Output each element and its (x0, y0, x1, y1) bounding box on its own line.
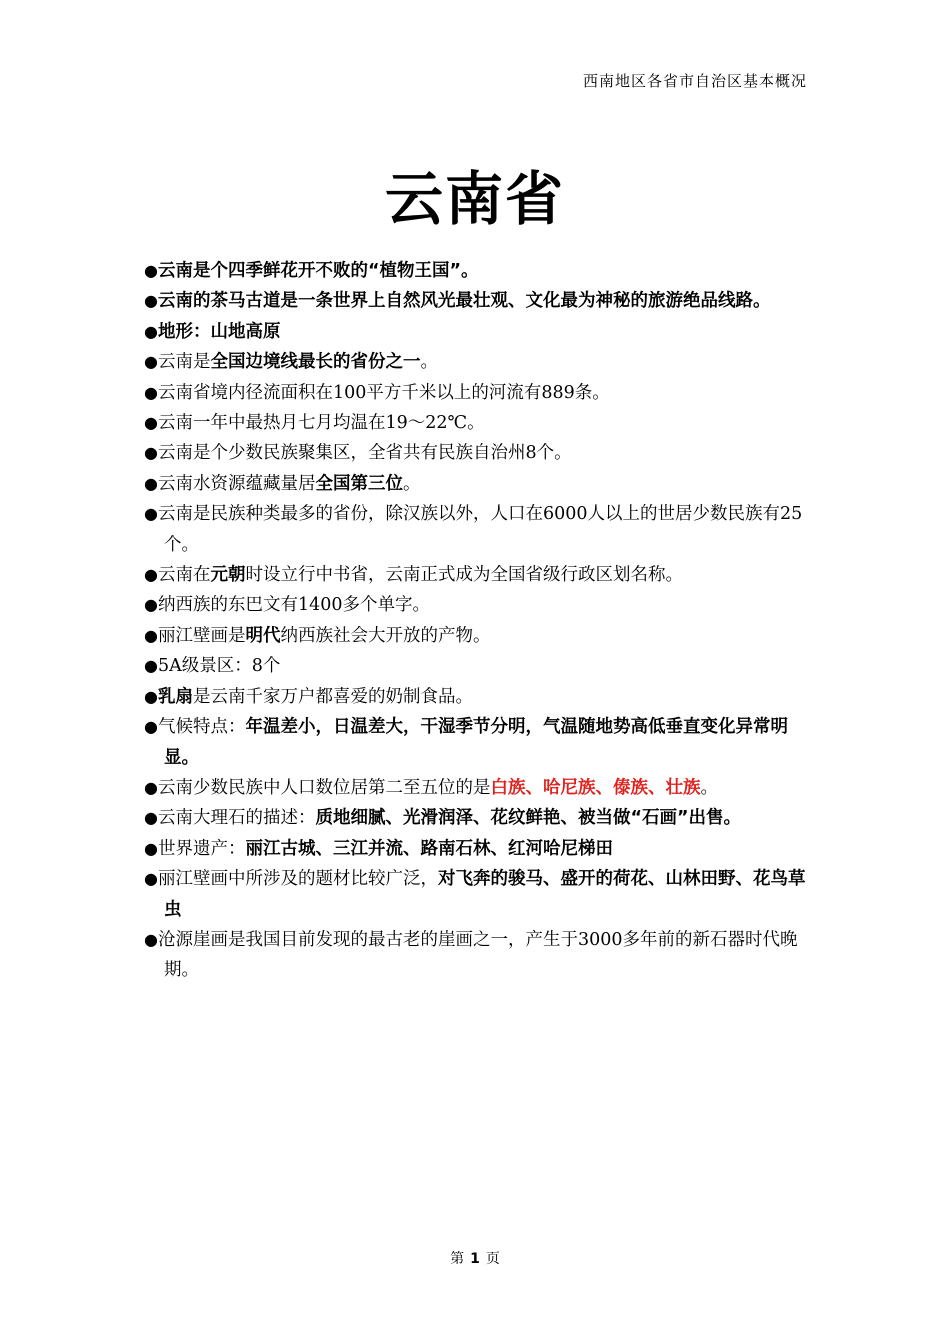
item-text: 云南大理石的描述： (157, 808, 316, 829)
list-item (144, 590, 810, 620)
item-text: 是云南千家万户都喜爱的奶制食品。 (192, 686, 473, 707)
list-item (144, 499, 810, 560)
item-text: 纳西族社会大开放的产物。 (280, 625, 491, 646)
item-emphasis: 乳扇 (157, 686, 193, 707)
item-text: 纳西族的东巴文有1400多个单字。 (157, 595, 431, 616)
item-text: 云南是个少数民族聚集区，全省共有民族自治州8个。 (157, 443, 572, 464)
item-text: 云南一年中最热月七月均温在19～22℃。 (157, 413, 485, 434)
item-emphasis: 全国边境线最长的省份之一 (210, 352, 421, 373)
item-text: 云南在 (157, 565, 211, 586)
list-item (144, 408, 810, 438)
list-item (144, 925, 810, 986)
item-emphasis: 质地细腻、光滑润泽、花纹鲜艳、被当做“石画”出售。 (315, 808, 741, 829)
item-text: 云南是 (157, 352, 211, 373)
item-emphasis: 年温差小，日温差大，干湿季节分明，气温随地势高低垂直变化异常明显。 (164, 717, 788, 768)
page-title: 云南省 (384, 165, 565, 233)
list-item (144, 438, 810, 468)
list-item (144, 347, 810, 377)
item-emphasis-red: 白族、哈尼族、傣族、壮族 (490, 777, 701, 798)
bullet-icon: ● (144, 625, 158, 645)
bullet-icon: ● (144, 869, 158, 889)
item-text: 时设立行中书省，云南正式成为全国省级行政区划名称。 (245, 565, 683, 586)
bullet-icon: ● (144, 838, 158, 858)
list-item (144, 773, 810, 803)
bullet-icon: ● (144, 656, 158, 676)
item-emphasis: 明代 (245, 625, 281, 646)
bullet-icon: ● (144, 413, 158, 433)
list-item (144, 560, 810, 590)
bullet-icon: ● (144, 777, 158, 797)
list-item (144, 317, 810, 347)
bullet-icon: ● (144, 352, 158, 372)
page-suffix: 页 (485, 1251, 500, 1267)
bullet-icon: ● (144, 717, 158, 737)
item-text: 地形：山地高原 (157, 321, 281, 342)
list-item (144, 834, 810, 864)
item-text: 云南是民族种类最多的省份，除汉族以外，人口在6000人以上的世居少数民族有25个。 (157, 504, 803, 555)
item-emphasis: 对飞奔的骏马、盛开的荷花、山林田野、花鸟草虫 (164, 869, 806, 920)
list-item (144, 286, 810, 316)
item-emphasis: 全国第三位 (315, 473, 403, 494)
list-item (144, 803, 810, 833)
list-item (144, 712, 810, 773)
bullet-icon: ● (144, 686, 158, 706)
page-prefix: 第 (450, 1251, 465, 1267)
item-text: 云南水资源蕴藏量居 (157, 473, 316, 494)
bullet-icon: ● (144, 808, 158, 828)
item-text: 。 (700, 777, 718, 798)
item-emphasis: 丽江古城、三江并流、路南石林、红河哈尼梯田 (245, 838, 613, 859)
item-text: 丽江壁画中所涉及的题材比较广泛， (157, 869, 438, 890)
bullet-icon: ● (144, 929, 158, 949)
bullet-icon: ● (144, 504, 158, 524)
bullet-icon: ● (144, 595, 158, 615)
bullet-icon: ● (144, 382, 158, 402)
bullet-icon: ● (144, 473, 158, 493)
item-text: 气候特点： (157, 717, 246, 738)
item-text: 云南少数民族中人口数位居第二至五位的是 (157, 777, 491, 798)
list-item (144, 682, 810, 712)
item-text: 丽江壁画是 (157, 625, 246, 646)
list-item (144, 864, 810, 925)
page-number: 1 (470, 1251, 480, 1267)
item-text: 云南省境内径流面积在100平方千米以上的河流有889条。 (157, 382, 610, 403)
list-item (144, 469, 810, 499)
page-footer (0, 1248, 950, 1268)
bullet-icon: ● (144, 291, 158, 311)
list-item (144, 621, 810, 651)
list-item (144, 256, 810, 286)
list-item (144, 651, 810, 681)
item-text: 沧源崖画是我国目前发现的最古老的崖画之一，产生于3000多年前的新石器时代晚期。 (157, 929, 798, 981)
item-emphasis: 元朝 (210, 565, 246, 586)
item-text: 5A级景区：8个 (157, 656, 281, 677)
bullet-icon: ● (144, 261, 158, 280)
item-text: 。 (402, 473, 421, 494)
bullet-icon: ● (144, 443, 158, 463)
fact-list (144, 256, 810, 986)
bullet-icon: ● (144, 321, 158, 341)
item-text: 世界遗产： (157, 838, 246, 859)
bullet-icon: ● (144, 565, 158, 585)
item-text: 云南是个四季鲜花开不败的“植物王国”。 (157, 261, 479, 281)
item-text: 云南的茶马古道是一条世界上自然风光最壮观、文化最为神秘的旅游绝品线路。 (157, 291, 771, 312)
running-header: 西南地区各省市自治区基本概况 (582, 72, 807, 90)
item-text: 。 (420, 352, 438, 373)
list-item (144, 378, 810, 408)
